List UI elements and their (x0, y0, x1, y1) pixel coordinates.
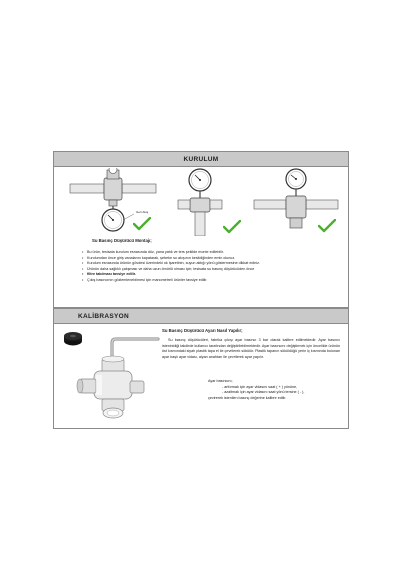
calibration-header (54, 309, 348, 324)
calibration-panel (53, 308, 349, 429)
check-icon (223, 220, 241, 234)
installation-header (54, 152, 348, 167)
calibration-paragraph: Su basınç düşürücüleri, fabrika çıkışı ayar basıncı 3 bar olarak kalibre edilmektedir. Ayar basıncı isteninldiği takdirde kullanıcı tarafından değiştirilebilmektedir. Ayar basıncını değiştirmek için öncelikle ürünün üst kısmındaki siyah plastik tapa el ile çevrilerek sökülür. Plastik tapanın söküldüğü yerin iç kısmında bulunan ayar başlı ayar vidası, alyan anahtarı ile çevrilerek ayar yapılır. (162, 338, 340, 359)
list-item: • Kurulum esnasında ürünün gövdesi üzerindeki ok işaretinin, suyun aktığı yönü göstermesine dikkat ediniz. (82, 261, 332, 267)
list-item: • Kurulumdan önce giriş vanalarını kapatarak, şebeke su akışının kesildiğinden emin olunuz. (82, 256, 332, 262)
list-item: • Ürünün daha sağlıklı çalışması ve daha uzun ömürlü olması için; tesisata su basınç düşürücüden önce (82, 267, 332, 273)
list-item: • Bu ürün, tesisata kurulum esnasında düz, yana yatık ve ters şekilde monte edilebilir. (82, 250, 332, 256)
regulator-allen-key-illustration (74, 329, 160, 425)
list-item: • Çıkış basıncının gözlemlenebilmesi için manometreli ürünler tavsiye edilir. (82, 278, 332, 284)
calibration-description (162, 338, 340, 360)
check-icon (133, 217, 151, 231)
calibration-adjust-block (208, 379, 304, 401)
adjust-heading: Ayar basıncını; (208, 379, 233, 383)
adjust-line: - azaltmak için ayar vidasını saat yönü tersine ( - ), (222, 390, 305, 395)
check-icon (318, 219, 336, 233)
installation-panel (53, 151, 349, 308)
adjust-line: çevirerek istenilen basınç değerine kalibre edilir. (208, 395, 287, 400)
backflow-label: Geri Akış (136, 210, 149, 214)
calibration-title: KALİBRASYON (78, 312, 129, 320)
installation-subtitle: Su Basınç Düşürücü Montajı; (92, 238, 152, 243)
list-item: • filtre takılması tavsiye edilir. (82, 272, 332, 278)
adjust-line: - arttırmak için ayar vidasını saat ( + ) yönüne, (222, 384, 298, 389)
installation-notes (82, 250, 332, 284)
installation-title: KURULUM (183, 155, 219, 163)
calibration-subtitle: Su Basınç Düşürücü Ayarı Nasıl Yapılır; (162, 328, 243, 333)
